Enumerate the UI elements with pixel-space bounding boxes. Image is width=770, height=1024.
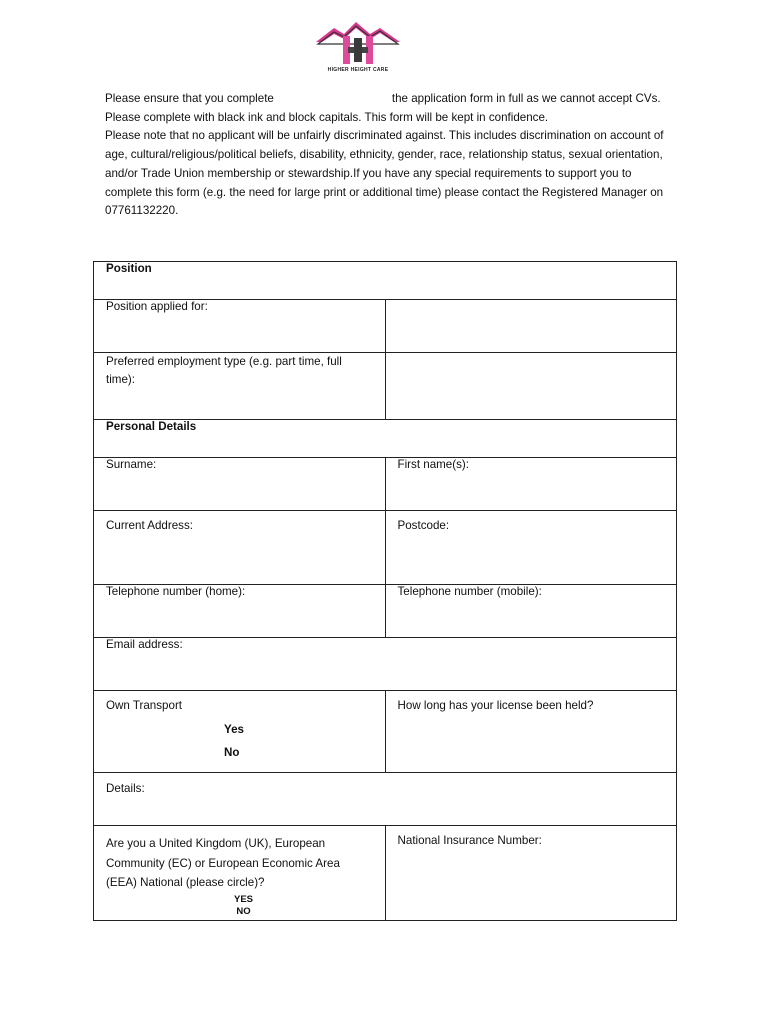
application-form-table	[93, 261, 677, 921]
current-address-field[interactable]: Current Address:	[94, 511, 386, 585]
nationality-cell	[94, 826, 386, 921]
email-field[interactable]: Email address:	[94, 638, 677, 691]
intro-paragraph-2: Please note that no applicant will be unfairly discriminated against. This includes discrimination on account of age, cultural/religious/political beliefs, disability, ethnicity, gender, race, relationship status, sexual orientation, and/or Trade Union membership or stewardship.If you have any special requirements to support you to complete this form (e.g. the need for large print or additional time) please contact the Registered Manager on 07761132220.	[105, 129, 664, 218]
intro-paragraph-1: Please ensure that you complete the application form in full as we cannot accept CVs. Please complete with black ink and block capitals. This form will be kept in confidence.	[105, 92, 661, 124]
own-transport-label: Own Transport	[106, 699, 183, 712]
own-transport-cell	[94, 691, 386, 773]
position-applied-label: Position applied for:	[94, 300, 386, 353]
telephone-mobile-field[interactable]: Telephone number (mobile):	[385, 585, 677, 638]
position-heading: Position	[94, 262, 677, 300]
postcode-field[interactable]: Postcode:	[385, 511, 677, 585]
nationality-yes-option[interactable]: YES	[233, 893, 253, 905]
nationality-no-option[interactable]: NO	[236, 905, 251, 917]
employment-type-label: Preferred employment type (e.g. part time, full time):	[94, 353, 386, 420]
license-held-field[interactable]: How long has your license been held?	[385, 691, 677, 773]
transport-yes-option[interactable]: Yes	[224, 723, 244, 736]
details-field[interactable]: Details:	[94, 773, 677, 826]
first-names-field[interactable]: First name(s):	[385, 458, 677, 511]
position-applied-field[interactable]	[385, 300, 677, 353]
ni-number-field[interactable]: National Insurance Number:	[385, 826, 677, 921]
mountain-logo-icon	[314, 18, 402, 68]
telephone-home-field[interactable]: Telephone number (home):	[94, 585, 386, 638]
logo-text: HIGHER HEIGHT CARE	[327, 67, 389, 73]
employment-type-field[interactable]	[385, 353, 677, 420]
nationality-question: Are you a United Kingdom (UK), European Community (EC) or European Economic Area (EEA) National (please circle)?	[106, 837, 340, 889]
intro-text	[105, 90, 665, 221]
surname-field[interactable]: Surname:	[94, 458, 386, 511]
company-logo	[314, 18, 402, 76]
personal-details-heading: Personal Details	[94, 420, 677, 458]
transport-no-option[interactable]: No	[224, 746, 240, 759]
